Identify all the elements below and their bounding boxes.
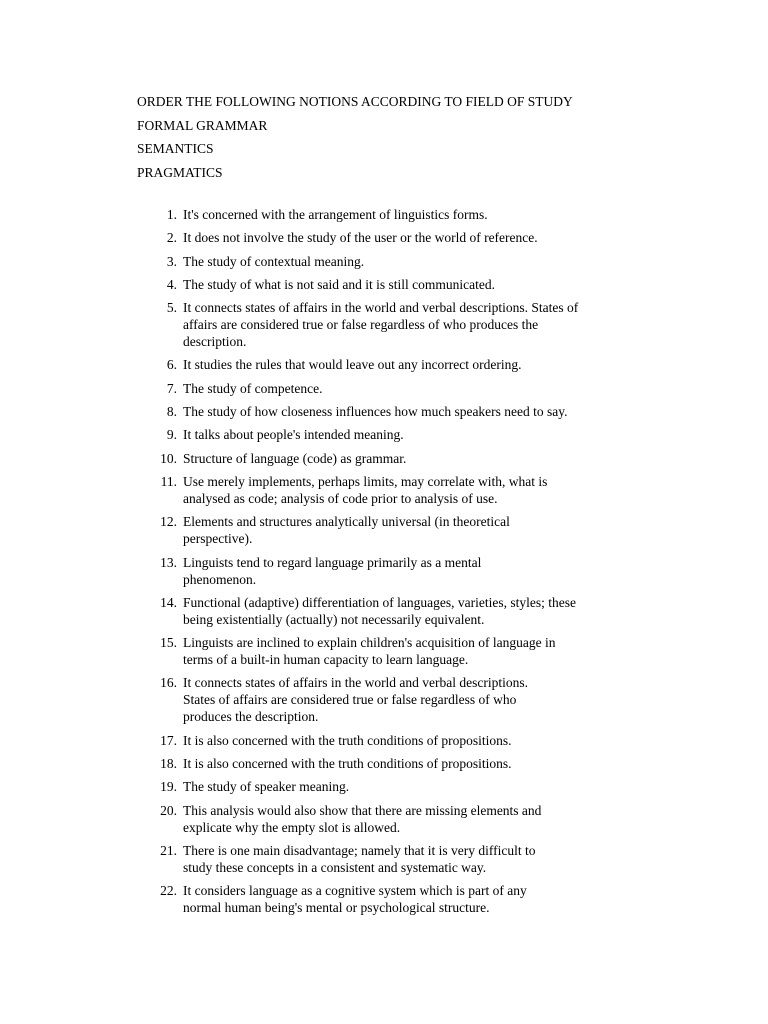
- item-number: 5.: [166, 300, 177, 316]
- list-item: [137, 594, 667, 628]
- field-semantics: SEMANTICS: [137, 141, 214, 156]
- item-number: 19.: [160, 779, 177, 795]
- list-item: [137, 299, 667, 350]
- list-item: [137, 426, 667, 443]
- item-number: 8.: [166, 404, 177, 420]
- list-item: [137, 554, 667, 588]
- list-item: [137, 842, 667, 876]
- list-item: [137, 778, 667, 795]
- item-text: Linguists are inclined to explain children's acquisition of language in terms of a built-in human capacity to learn language.: [183, 635, 556, 668]
- item-text: It is also concerned with the truth conditions of propositions.: [183, 756, 512, 772]
- list-item: [137, 403, 667, 420]
- item-number: 21.: [160, 842, 177, 858]
- item-text: It considers language as a cognitive system which is part of any normal human being's mental or psychological structure.: [183, 883, 527, 916]
- list-item: [137, 473, 667, 507]
- item-number: 20.: [160, 802, 177, 818]
- notions-list: [137, 206, 667, 923]
- item-number: 11.: [160, 473, 177, 489]
- item-number: 15.: [160, 635, 177, 651]
- item-text: It is also concerned with the truth conditions of propositions.: [183, 732, 512, 748]
- item-number: 10.: [160, 450, 177, 466]
- item-number: 12.: [160, 514, 177, 530]
- list-item: [137, 674, 667, 725]
- item-number: 14.: [160, 594, 177, 610]
- item-text: There is one main disadvantage; namely that it is very difficult to study these concepts in a consistent and systematic way.: [183, 842, 536, 875]
- item-text: Elements and structures analytically universal (in theoretical perspective).: [183, 514, 510, 547]
- list-item: [137, 882, 667, 916]
- list-item: [137, 450, 667, 467]
- list-item: [137, 206, 667, 223]
- item-text: This analysis would also show that there are missing elements and explicate why the empty slot is allowed.: [183, 802, 542, 835]
- item-text: It studies the rules that would leave out any incorrect ordering.: [183, 357, 522, 373]
- list-item: [137, 802, 667, 836]
- item-text: Functional (adaptive) differentiation of languages, varieties, styles; these being existentially (actually) not necessarily equivalent.: [183, 594, 577, 627]
- list-item: [137, 634, 667, 668]
- item-text: It talks about people's intended meaning.: [183, 427, 404, 443]
- document-header: [137, 92, 573, 186]
- list-item: [137, 755, 667, 772]
- list-item: [137, 513, 667, 547]
- item-number: 2.: [166, 230, 177, 246]
- item-text: It does not involve the study of the user or the world of reference.: [183, 230, 538, 246]
- list-item: [137, 276, 667, 293]
- item-number: 9.: [166, 427, 177, 443]
- item-number: 7.: [166, 380, 177, 396]
- item-text: Linguists tend to regard language primarily as a mental phenomenon.: [183, 554, 482, 587]
- list-item: [137, 732, 667, 749]
- list-item: [137, 380, 667, 397]
- item-text: It connects states of affairs in the world and verbal descriptions. States of affairs are considered true or false regardless of who produces the description.: [183, 675, 529, 725]
- item-text: The study of what is not said and it is still communicated.: [183, 276, 495, 292]
- list-item: [137, 253, 667, 270]
- item-number: 4.: [166, 276, 177, 292]
- field-formal-grammar: FORMAL GRAMMAR: [137, 117, 268, 133]
- item-number: 22.: [160, 883, 177, 899]
- list-item: [137, 356, 667, 373]
- item-number: 18.: [160, 756, 177, 772]
- item-text: It's concerned with the arrangement of linguistics forms.: [183, 207, 488, 222]
- item-text: Use merely implements, perhaps limits, may correlate with, what is analysed as code; analysis of code prior to analysis of use.: [183, 473, 548, 506]
- item-text: The study of contextual meaning.: [183, 253, 365, 269]
- item-number: 3.: [166, 253, 177, 269]
- list-item: [137, 229, 667, 246]
- item-text: Structure of language (code) as grammar.: [183, 450, 407, 466]
- field-pragmatics: PRAGMATICS: [137, 164, 223, 180]
- item-text: It connects states of affairs in the world and verbal descriptions. States of affairs are considered true or false regardless of who produces the description.: [183, 300, 579, 350]
- item-number: 6.: [166, 357, 177, 373]
- item-number: 13.: [160, 554, 177, 570]
- item-number: 16.: [160, 675, 177, 691]
- item-number: 17.: [160, 732, 177, 748]
- instruction-heading: ORDER THE FOLLOWING NOTIONS ACCORDING TO FIELD OF STUDY: [137, 94, 573, 109]
- item-number: 1.: [166, 207, 177, 222]
- item-text: The study of competence.: [183, 380, 323, 396]
- item-text: The study of how closeness influences how much speakers need to say.: [183, 404, 568, 420]
- item-text: The study of speaker meaning.: [183, 779, 350, 795]
